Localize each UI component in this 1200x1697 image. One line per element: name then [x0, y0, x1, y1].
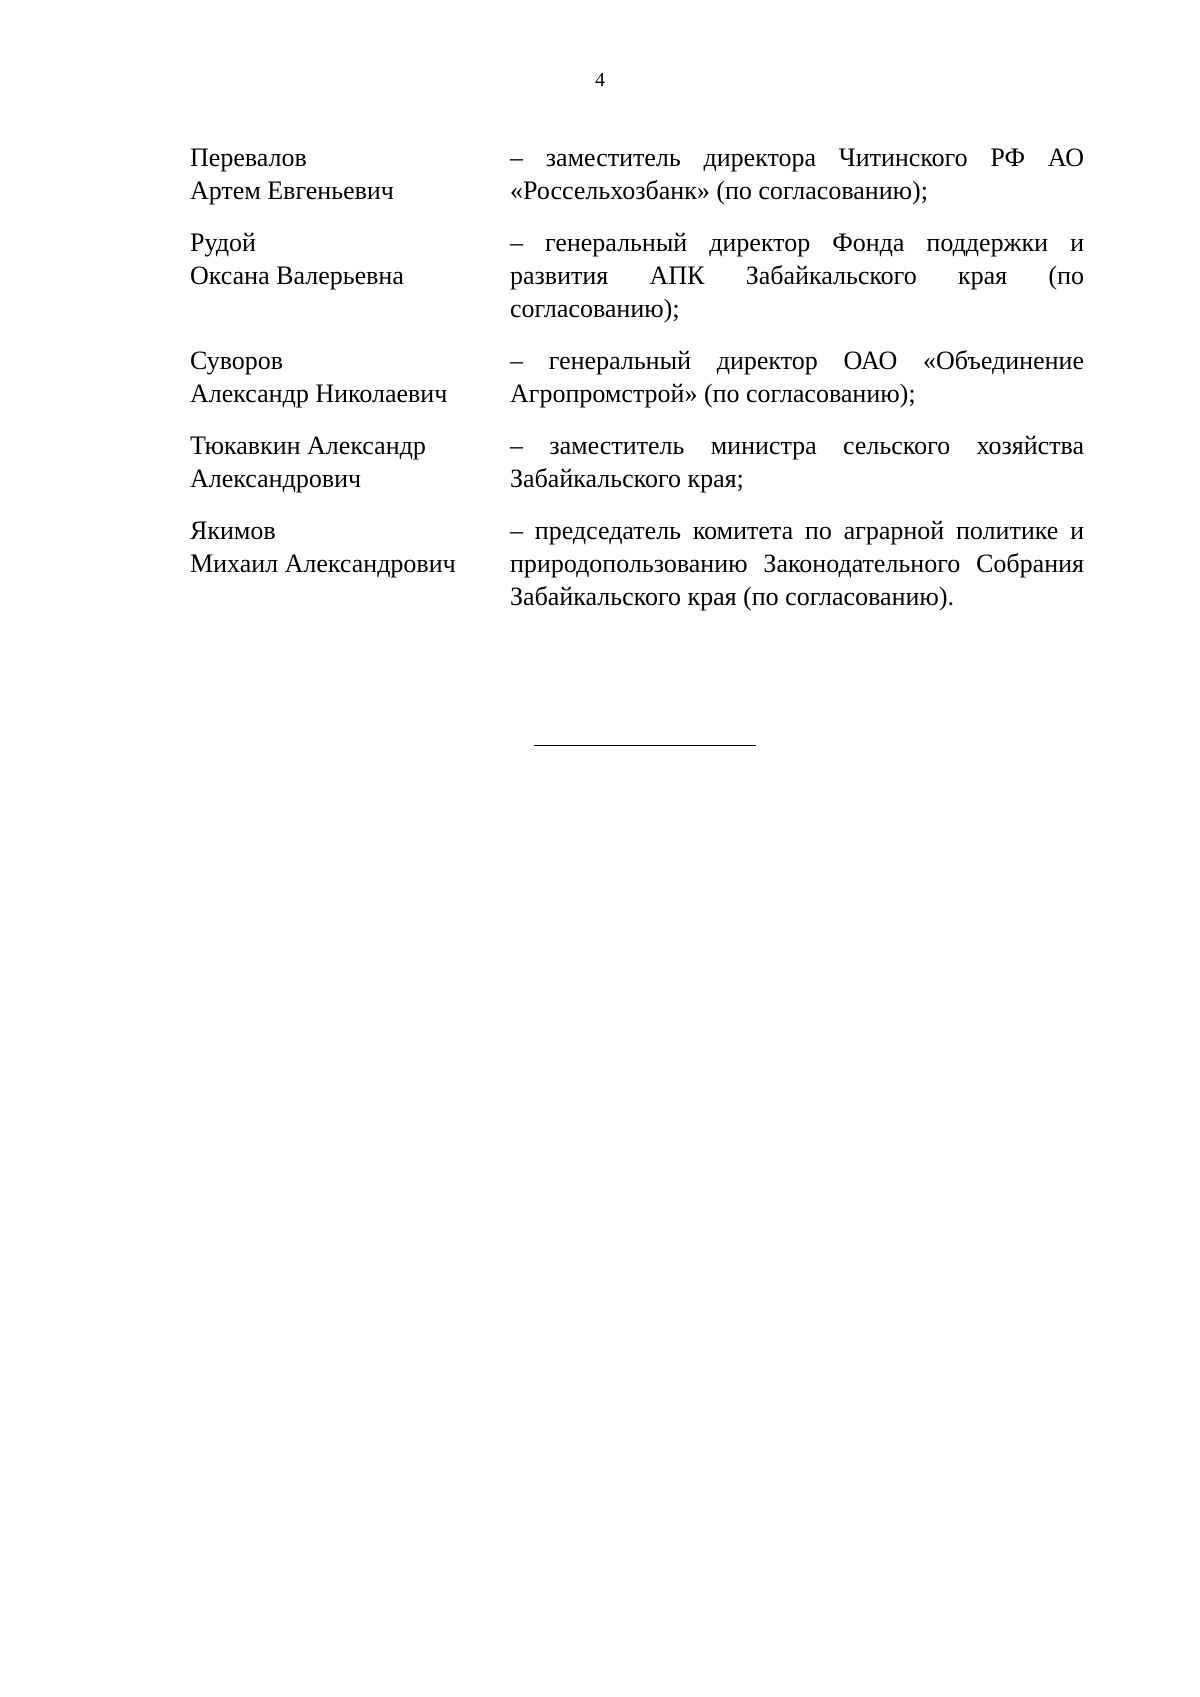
- member-name: [190, 429, 510, 495]
- members-list: [190, 141, 1084, 632]
- member-surname: Тюкавкин Александр: [190, 431, 426, 460]
- member-row: [190, 141, 1084, 207]
- page-number: 4: [595, 69, 605, 91]
- member-given-names: Артем Евгеньевич: [190, 176, 394, 205]
- member-name: [190, 344, 510, 410]
- member-role: – генеральный директор Фонда поддержки и развития АПК Забайкальского края (по согласованию);: [510, 228, 1084, 323]
- member-surname: Перевалов: [190, 143, 307, 172]
- member-given-names: Оксана Валерьевна: [190, 261, 404, 290]
- member-surname: Суворов: [190, 346, 284, 375]
- member-row: [190, 344, 1084, 410]
- member-surname: Рудой: [190, 228, 256, 257]
- member-name: [190, 514, 510, 580]
- end-of-document-rule: [534, 745, 756, 746]
- member-role: – генеральный директор ОАО «Объединение Агропромстрой» (по согласованию);: [510, 346, 1084, 408]
- member-name: [190, 226, 510, 292]
- member-surname: Якимов: [190, 516, 276, 545]
- member-row: [190, 429, 1084, 495]
- member-given-names: Михаил Александрович: [190, 549, 456, 578]
- member-role: – председатель комитета по аграрной политике и природопользованию Законодательного Собрания Забайкальского края (по согласованию).: [510, 516, 1084, 611]
- member-role: – заместитель директора Читинского РФ АО «Россельхозбанк» (по согласованию);: [510, 143, 1084, 205]
- member-given-names: Александрович: [190, 464, 362, 493]
- member-given-names: Александр Николаевич: [190, 379, 448, 408]
- member-row: [190, 226, 1084, 325]
- member-row: [190, 514, 1084, 613]
- member-name: [190, 141, 510, 207]
- member-role: – заместитель министра сельского хозяйства Забайкальского края;: [510, 431, 1084, 493]
